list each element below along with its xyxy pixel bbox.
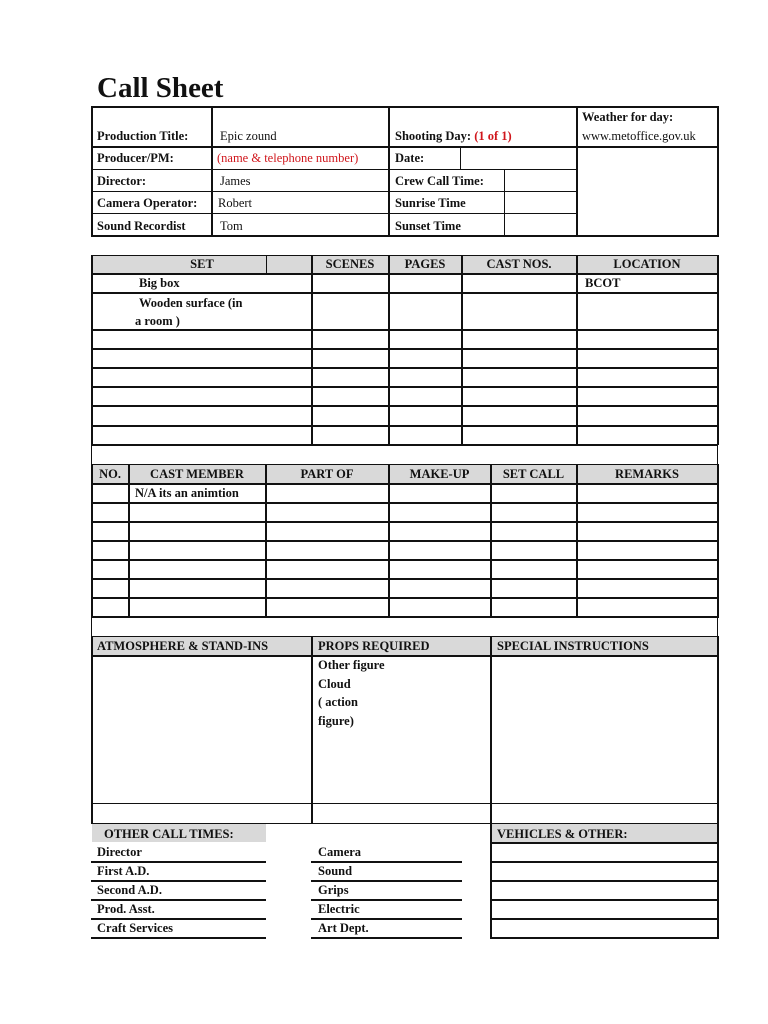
location-row1: BCOT (585, 276, 621, 290)
header-props: PROPS REQUIRED (318, 639, 430, 653)
other-call-times-header: OTHER CALL TIMES: (104, 827, 234, 841)
header-pages: PAGES (404, 257, 446, 271)
producer-value: (name & telephone number) (217, 151, 359, 165)
weather-url: www.metoffice.gov.uk (582, 129, 696, 143)
header-special-instructions: SPECIAL INSTRUCTIONS (497, 639, 649, 653)
header-no: NO. (99, 467, 121, 481)
call-time-first-ad: First A.D. (97, 864, 150, 878)
header-cast-member: CAST MEMBER (150, 467, 244, 481)
call-time-camera: Camera (318, 845, 362, 859)
production-title-label: Production Title: (97, 129, 189, 143)
props-line-1: Other figure (318, 658, 385, 672)
set-row2-line2: a room ) (135, 314, 180, 328)
call-time-electric: Electric (318, 902, 360, 916)
header-scenes: SCENES (325, 257, 375, 271)
props-line-3: ( action (318, 695, 358, 709)
call-time-sound: Sound (318, 864, 353, 878)
cast-member-row1: N/A its an animtion (135, 486, 239, 500)
call-time-director: Director (97, 845, 142, 859)
header-cast-nos: CAST NOS. (486, 257, 552, 271)
header-atmosphere: ATMOSPHERE & STAND-INS (97, 639, 269, 653)
sound-recordist-value: Tom (220, 219, 243, 233)
director-label: Director: (97, 174, 147, 188)
weather-label: Weather for day: (582, 110, 674, 124)
header-remarks: REMARKS (615, 467, 679, 481)
producer-label: Producer/PM: (97, 151, 174, 165)
sunset-label: Sunset Time (395, 219, 461, 233)
props-line-2: Cloud (318, 677, 351, 691)
set-row1: Big box (139, 276, 180, 290)
vehicles-header: VEHICLES & OTHER: (497, 827, 628, 841)
date-label: Date: (395, 151, 425, 165)
props-line-4: figure) (318, 714, 354, 728)
page-title: Call Sheet (97, 72, 224, 104)
header-part-of: PART OF (300, 467, 354, 481)
camera-operator-label: Camera Operator: (97, 196, 198, 210)
header-location: LOCATION (613, 257, 681, 271)
sunrise-label: Sunrise Time (395, 196, 466, 210)
director-value: James (220, 174, 251, 188)
header-make-up: MAKE-UP (409, 467, 470, 481)
header-set-call: SET CALL (502, 467, 565, 481)
call-time-art-dept: Art Dept. (318, 921, 369, 935)
call-time-prod-asst: Prod. Asst. (97, 902, 155, 916)
production-title-value: Epic zound (220, 129, 277, 143)
shooting-day-label: Shooting Day: (1 of 1) (395, 129, 512, 143)
call-time-second-ad: Second A.D. (97, 883, 162, 897)
call-time-grips: Grips (318, 883, 349, 897)
shooting-day-value: (1 of 1) (474, 129, 512, 143)
camera-operator-value: Robert (218, 196, 253, 210)
sound-recordist-label: Sound Recordist (97, 219, 186, 233)
header-set: SET (190, 257, 214, 271)
call-time-craft-services: Craft Services (97, 921, 174, 935)
set-row2-line1: Wooden surface (in (139, 296, 243, 310)
crew-call-label: Crew Call Time: (395, 174, 484, 188)
